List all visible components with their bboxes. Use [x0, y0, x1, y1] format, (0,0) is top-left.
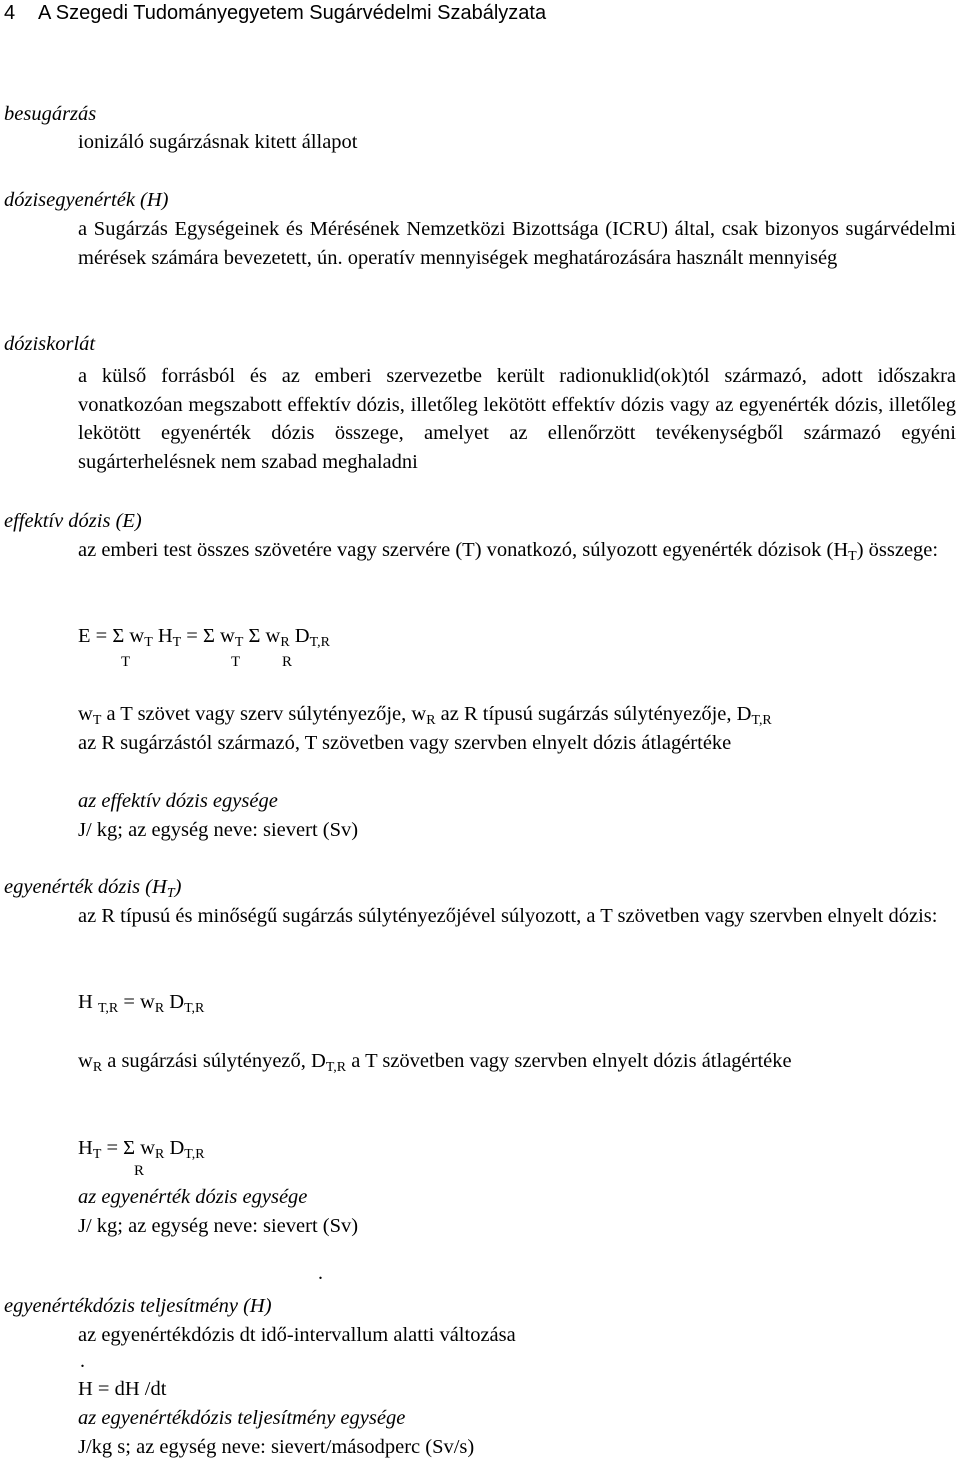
- unit-label-egyenertek: az egyenérték dózis egysége: [78, 1186, 308, 1208]
- term-teljesitmeny: egyenértékdózis teljesítmény (H): [4, 1295, 272, 1317]
- def-besugarzas: ionizáló sugárzásnak kitett állapot: [78, 131, 358, 153]
- page-header-title: A Szegedi Tudományegyetem Sugárvédelmi Szabályzata: [38, 2, 547, 24]
- def-dozisegyenertek: a Sugárzás Egységeinek és Mérésének Nemzetközi Bizottsága (ICRU) által, csak bizonyos sugárvédelmi mérések számára bevezetett, ún. operatív mennyiségek meghatározására használt mennyiség: [78, 218, 956, 269]
- term-dozisegyenertek: dózisegyenérték (H): [4, 189, 169, 211]
- def-teljesitmeny: az egyenértékdózis dt idő-intervallum alatti változása: [78, 1324, 516, 1346]
- def-effektiv-dozis: az emberi test összes szövetére vagy szervére (T) vonatkozó, súlyozott egyenérték dózisok $(H_T)$ összege:: [78, 539, 939, 565]
- formula-teljesitmeny: H = dH /dt: [78, 1378, 167, 1400]
- unit-egyenertek: J/ kg; az egység neve: sievert (Sv): [78, 1215, 359, 1237]
- unit-label-effektiv: az effektív dózis egysége: [78, 790, 278, 812]
- term-besugarzas: besugárzás: [4, 103, 97, 125]
- sum-limit-r-2: R: [134, 1163, 145, 1179]
- formula-egyenertek-2: $H_T = \Sigma$ $w_R$ $D_{T,R}$: [78, 1137, 205, 1163]
- sum-limit-t-2: T: [231, 654, 241, 670]
- page-number: 4: [4, 2, 16, 24]
- unit-effektiv: J/ kg; az egység neve: sievert (Sv): [78, 819, 359, 841]
- unit-label-teljesitmeny: az egyenértékdózis teljesítmény egysége: [78, 1407, 406, 1429]
- term-egyenertek-dozis: egyenérték dózis $(H_T)$: [4, 876, 182, 902]
- term-doziskorlat: dóziskorlát: [4, 333, 96, 355]
- dot-marker-1: .: [318, 1262, 323, 1284]
- desc-effektiv-line1: $w_T$ a T szövet vagy szerv súlytényezője, $w_R$ az R típusú sugárzás súlytényezője, $D_{T,R}$: [78, 703, 772, 729]
- page-header: [4, 2, 546, 25]
- def-doziskorlat: a külső forrásból és az emberi szervezetbe került radionuklid(ok)tól származó, adott időszakra vonatkozóan megszabott effektív dózis, illetőleg lekötött effektív dózis vagy az egyenérték dózis, illetőleg lekötött egyenérték dózis összege, amelyet az ellenőrzött tevékenységből származó egyéni sugárterhelésnek nem szabad meghaladni: [78, 365, 956, 473]
- desc-effektiv-line2: az R sugárzástól származó, T szövetben vagy szervben elnyelt dózis átlagértéke: [78, 732, 732, 754]
- unit-teljesitmeny: J/kg s; az egység neve: sievert/másodperc (Sv/s): [78, 1436, 475, 1458]
- desc-egyenertek: $w_R$ a sugárzási súlytényező, $D_{T,R}$ a T szövetben vagy szervben elnyelt dózis átlagértéke: [78, 1050, 792, 1076]
- term-effektiv-dozis: effektív dózis (E): [4, 510, 142, 532]
- sum-limit-r: R: [282, 654, 293, 670]
- dot-marker-2: .: [80, 1350, 85, 1372]
- def-egyenertek-dozis: az R típusú és minőségű sugárzás súlytényezőjével súlyozott, a T szövetben vagy szervben elnyelt dózis:: [78, 905, 938, 927]
- sum-limit-t-1: T: [121, 654, 131, 670]
- formula-effektiv-dozis: E = Σ $w_T$ $H_T = \Sigma$ $w_T$ Σ $w_R$ $D_{T,R}$: [78, 625, 330, 651]
- formula-egyenertek-1: H $_{T,R} = w_R$ $D_{T,R}$: [78, 991, 205, 1017]
